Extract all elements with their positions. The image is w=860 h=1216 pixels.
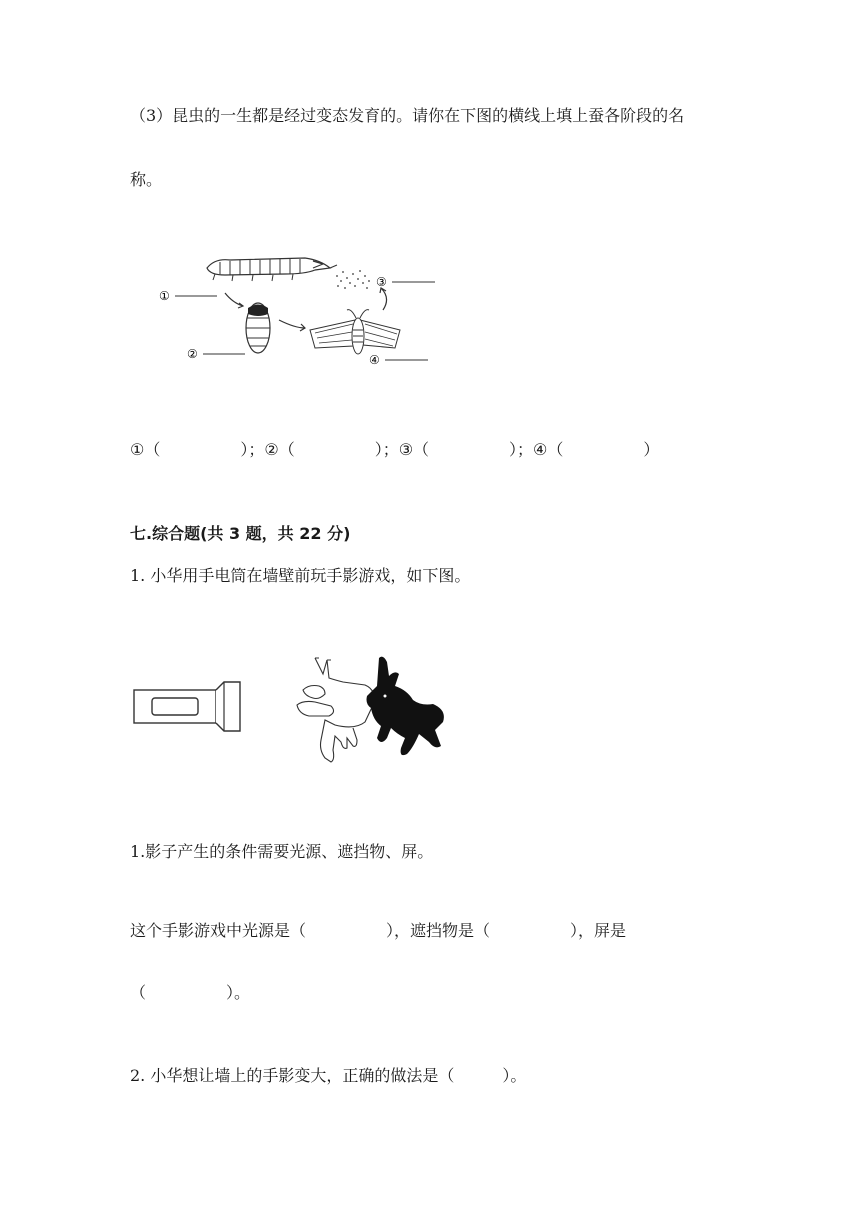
label-3: ③ xyxy=(376,275,387,289)
label-2: ② xyxy=(187,347,198,361)
flashlight-illustration xyxy=(130,688,245,728)
eggs-illustration xyxy=(336,270,370,289)
q3-text-line1: （3）昆虫的一生都是经过变态发育的。请你在下图的横线上填上蚕各阶段的名 xyxy=(130,106,685,125)
sub1-line1: 这个手影游戏中光源是（ ），遮挡物是（ ），屏是 xyxy=(130,921,627,940)
sub1-title: 1.影子产生的条件需要光源、遮挡物、屏。 xyxy=(130,842,434,861)
pupa-illustration xyxy=(246,303,270,353)
label-4: ④ xyxy=(369,353,380,367)
q3-answer-line: ①（ ）；②（ ）；③（ ）；④（ ） xyxy=(130,440,660,459)
q3-text-line2: 称。 xyxy=(130,170,163,189)
moth-illustration xyxy=(310,310,400,354)
hand-illustration xyxy=(297,658,374,762)
rabbit-shadow xyxy=(367,657,444,755)
label-1: ① xyxy=(159,289,170,303)
larva-illustration xyxy=(207,258,337,281)
q1-intro: 1. 小华用手电筒在墙壁前玩手影游戏，如下图。 xyxy=(130,566,471,585)
section-heading: 七.综合题(共 3 题，共 22 分) xyxy=(130,524,351,543)
hand-shadow-illustration xyxy=(295,650,455,770)
silkworm-lifecycle-diagram xyxy=(155,248,455,378)
sub1-line2: （ ）。 xyxy=(130,983,251,1002)
sub2-text: 2. 小华想让墙上的手影变大，正确的做法是（ ）。 xyxy=(130,1066,527,1085)
